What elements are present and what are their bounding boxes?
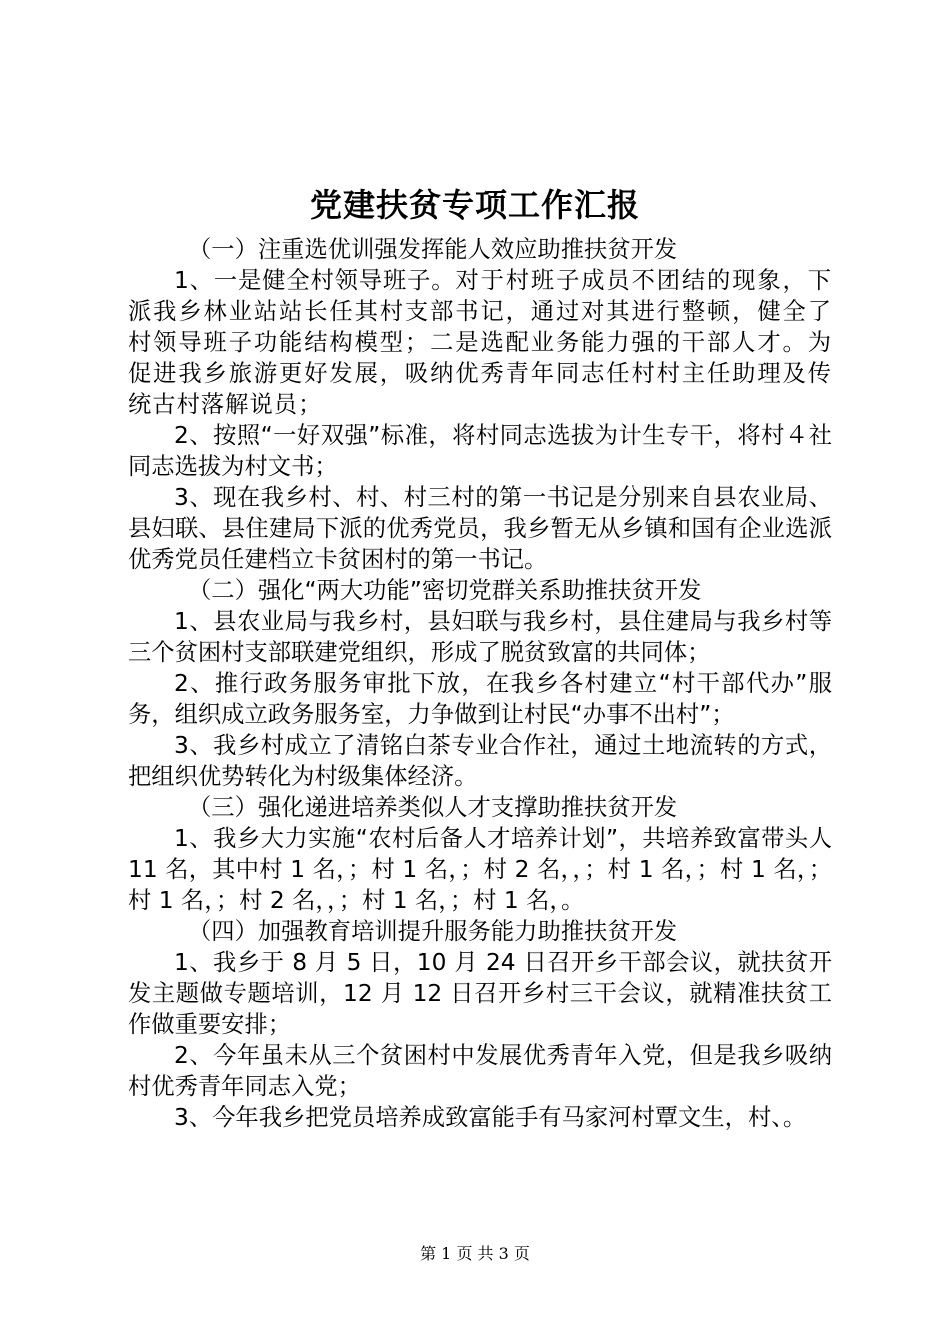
document-title: 党建扶贫专项工作汇报 (309, 186, 640, 224)
paragraph: 2、推行政务服务审批下放，在我乡各村建立“村干部代办”服务，组织成立政务服务室，力争做到让村民“办事不出村”； (128, 670, 832, 728)
paragraph-text: 对于村班子成员不团结的现象，下派我乡林业站站长任其村支部书记，通过对其进行整顿，健全了村领导班子功能结构模型；二是选配业务能力强的干部人才。为促进我乡旅游更好发展，吸纳优秀青年同志任村村主任助理及传统古村落解说员； (128, 267, 832, 418)
paragraph: 2、按照“一好双强”标准，将村同志选拔为计生专干，将村４社同志选拔为村文书； (128, 422, 832, 480)
document-body (128, 234, 832, 1133)
section-heading: （二）强化“两大功能”密切党群关系助推扶贫开发 (188, 577, 702, 604)
paragraph: 3、今年我乡把党员培养成致富能手有马家河村覃文生，村、。 (174, 1104, 807, 1131)
paragraph-lead: 1、一是健全村领导班子。 (174, 267, 456, 294)
paragraph: 1、我乡于 8 月 5 日，10 月 24 日召开乡干部会议，就扶贫开发主题做专题培训，12 月 12 日召开乡村三干会议，就精准扶贫工作做重要安排； (128, 949, 832, 1038)
paragraph: 1、我乡大力实施“农村后备人才培养计划”，共培养致富带头人 11 名，其中村 1 名，；村 1 名，；村 2 名，，；村 1 名，；村 1 名，；村 1 名，；村 2 名，，；村 1 名，；村 1 名，。 (128, 825, 832, 914)
paragraph: 2、今年虽未从三个贫困村中发展优秀青年入党，但是我乡吸纳村优秀青年同志入党； (128, 1042, 832, 1100)
page-footer: 第 1 页 共 3 页 (420, 1244, 530, 1263)
paragraph (128, 265, 832, 420)
paragraph: 1、县农业局与我乡村，县妇联与我乡村，县住建局与我乡村等三个贫困村支部联建党组织，形成了脱贫致富的共同体； (128, 608, 832, 666)
section-heading: （一）注重选优训强发挥能人效应助推扶贫开发 (188, 236, 678, 263)
section-heading: （四）加强教育培训提升服务能力助推扶贫开发 (188, 918, 678, 945)
paragraph: 3、我乡村成立了清铭白茶专业合作社，通过土地流转的方式，把组织优势转化为村级集体经济。 (128, 732, 832, 790)
paragraph: 3、现在我乡村、村、村三村的第一书记是分别来自县农业局、县妇联、县住建局下派的优秀党员，我乡暂无从乡镇和国有企业选派优秀党员任建档立卡贫困村的第一书记。 (128, 484, 832, 573)
section-heading: （三）强化递进培养类似人才支撑助推扶贫开发 (188, 794, 678, 821)
